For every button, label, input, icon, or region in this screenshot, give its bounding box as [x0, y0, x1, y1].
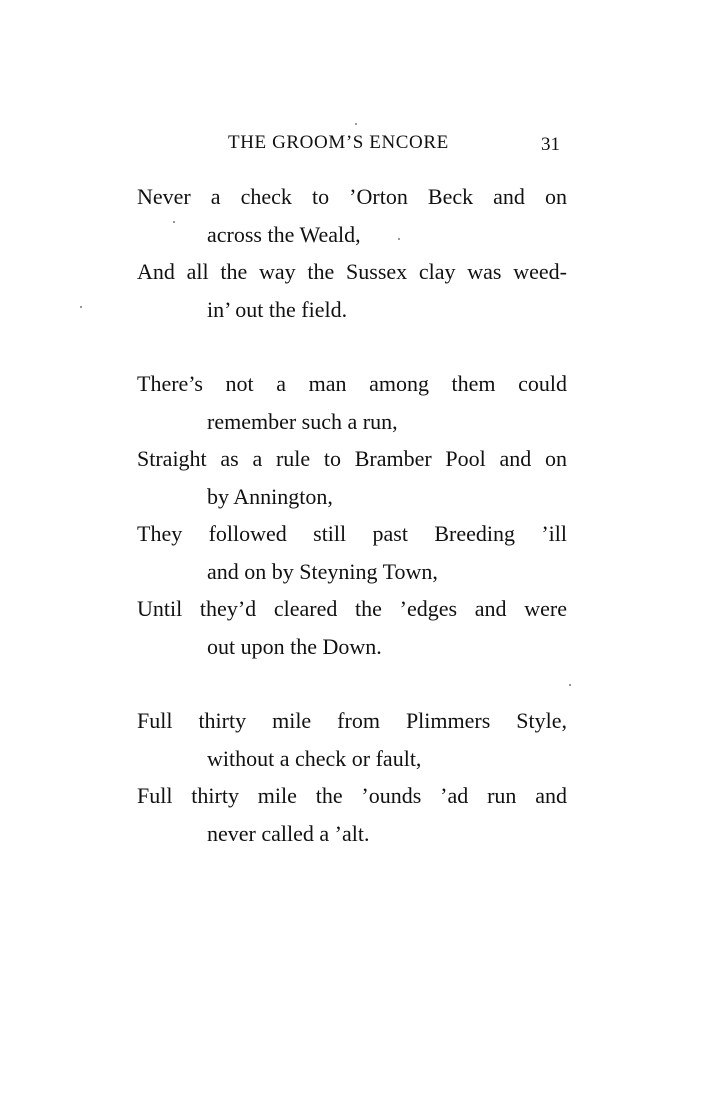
verse-line-continuation: and on by Steyning Town, [207, 558, 438, 584]
verse-line: Full thirty mile from Plimmers Style, [137, 708, 567, 733]
verse-line: Never a check to ’Orton Beck and on [137, 184, 567, 209]
stanza [137, 178, 567, 328]
verse-line-continuation: out upon the Down. [207, 633, 382, 659]
scan-speck [80, 306, 82, 308]
scan-speck [398, 238, 400, 240]
scan-speck [355, 123, 357, 125]
poem-body [137, 178, 567, 852]
verse-line: There’s not a man among them could [137, 371, 567, 396]
stanza [137, 365, 567, 665]
verse-line-continuation: without a check or fault, [207, 745, 422, 771]
verse-line: Straight as a rule to Bramber Pool and on [137, 446, 567, 471]
scan-speck [173, 221, 175, 223]
stanza [137, 702, 567, 852]
running-title: THE GROOM’S ENCORE [228, 132, 449, 153]
verse-line-continuation: never called a ’alt. [207, 820, 370, 846]
verse-line-continuation: by Annington, [207, 483, 333, 509]
scan-speck [569, 684, 571, 686]
verse-line: Until they’d cleared the ’edges and were [137, 596, 567, 621]
verse-line-continuation: in’ out the field. [207, 296, 348, 322]
verse-line: Full thirty mile the ’ounds ’ad run and [137, 783, 567, 808]
page-header [0, 132, 721, 162]
verse-line: They followed still past Breeding ’ill [137, 521, 567, 546]
verse-line-continuation: remember such a run, [207, 408, 398, 434]
page-number: 31 [541, 134, 560, 155]
verse-line-continuation: across the Weald, [207, 221, 361, 247]
verse-line: And all the way the Sussex clay was weed- [137, 259, 567, 284]
